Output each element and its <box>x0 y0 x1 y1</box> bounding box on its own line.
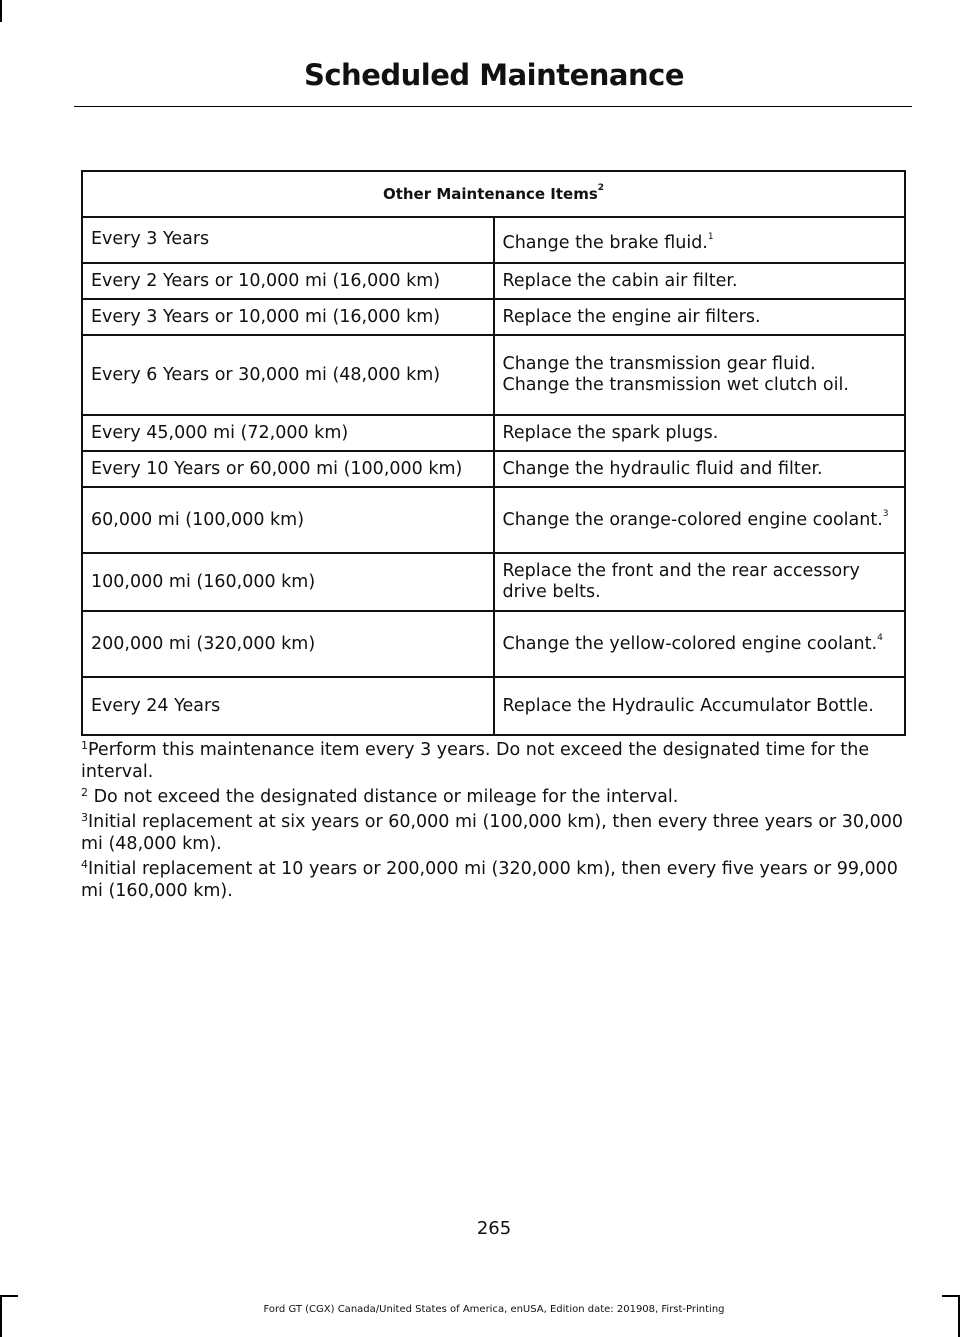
table-header-row <box>82 171 905 217</box>
interval-cell: Every 3 Years <box>82 217 494 263</box>
interval-cell: 200,000 mi (320,000 km) <box>82 611 494 677</box>
action-cell <box>494 335 906 415</box>
footnote-text: Initial replacement at 10 years or 200,000 mi (320,000 km), then every five years or 99,000 mi (160,000 km). <box>81 859 898 901</box>
action-text: Change the brake fluid. <box>502 233 708 253</box>
action-text: Change the transmission wet clutch oil. <box>502 375 849 395</box>
action-cell <box>494 487 906 553</box>
footnote-mark: 1 <box>81 739 88 752</box>
interval-cell: Every 45,000 mi (72,000 km) <box>82 415 494 451</box>
footnote-text: Perform this maintenance item every 3 years. Do not exceed the designated time for the interval. <box>81 740 870 782</box>
footnote-text: Initial replacement at six years or 60,000 mi (100,000 km), then every three years or 30,000 mi (48,000 km). <box>81 812 904 854</box>
interval-cell: 100,000 mi (160,000 km) <box>82 553 494 611</box>
action-cell: Replace the Hydraulic Accumulator Bottle. <box>494 677 906 735</box>
footnote <box>81 811 911 855</box>
footnote-mark: 3 <box>81 811 88 824</box>
table-row <box>82 299 905 335</box>
action-cell: Replace the spark plugs. <box>494 415 906 451</box>
action-text: Change the yellow-colored engine coolant. <box>502 634 878 654</box>
edition-footer: Ford GT (CGX) Canada/United States of America, enUSA, Edition date: 201908, First-Printing <box>263 1304 725 1315</box>
table-row <box>82 487 905 553</box>
footnote-ref: 1 <box>707 232 714 242</box>
footnote-ref: 3 <box>882 509 889 519</box>
footnote-ref: 4 <box>877 633 883 643</box>
action-cell <box>494 217 906 263</box>
footnote <box>81 739 911 783</box>
action-cell: Replace the engine air filters. <box>494 299 906 335</box>
table-row <box>82 335 905 415</box>
footnote-mark: 2 <box>81 786 88 799</box>
crop-mark <box>0 1295 18 1297</box>
action-cell <box>494 611 906 677</box>
table-title <box>82 171 905 217</box>
interval-cell: Every 10 Years or 60,000 mi (100,000 km) <box>82 451 494 487</box>
table-row <box>82 611 905 677</box>
header-divider <box>74 106 912 107</box>
table-row <box>82 451 905 487</box>
footnotes <box>81 739 911 905</box>
maintenance-table <box>81 170 906 736</box>
footnote-ref: 2 <box>597 182 605 193</box>
action-cell: Replace the cabin air filter. <box>494 263 906 299</box>
interval-cell: Every 2 Years or 10,000 mi (16,000 km) <box>82 263 494 299</box>
footnote-text: Do not exceed the designated distance or mileage for the interval. <box>88 787 679 807</box>
table-row <box>82 217 905 263</box>
footnote-mark: 4 <box>81 858 88 871</box>
interval-cell: Every 24 Years <box>82 677 494 735</box>
action-cell: Change the hydraulic fluid and filter. <box>494 451 906 487</box>
table-row <box>82 263 905 299</box>
footnote <box>81 786 911 808</box>
footnote <box>81 858 911 902</box>
table-title-text: Other Maintenance Items <box>382 184 598 203</box>
page-title: Scheduled Maintenance <box>303 58 685 92</box>
crop-mark <box>0 1295 2 1337</box>
interval-cell: Every 6 Years or 30,000 mi (48,000 km) <box>82 335 494 415</box>
interval-cell: Every 3 Years or 10,000 mi (16,000 km) <box>82 299 494 335</box>
table-row <box>82 553 905 611</box>
interval-cell: 60,000 mi (100,000 km) <box>82 487 494 553</box>
crop-mark <box>0 0 2 22</box>
page-number: 265 <box>476 1218 512 1239</box>
table-row <box>82 677 905 735</box>
action-cell: Replace the front and the rear accessory drive belts. <box>494 553 906 611</box>
table-row <box>82 415 905 451</box>
action-text: Change the orange-colored engine coolant. <box>502 510 883 530</box>
action-text: Change the transmission gear fluid. <box>502 354 816 374</box>
